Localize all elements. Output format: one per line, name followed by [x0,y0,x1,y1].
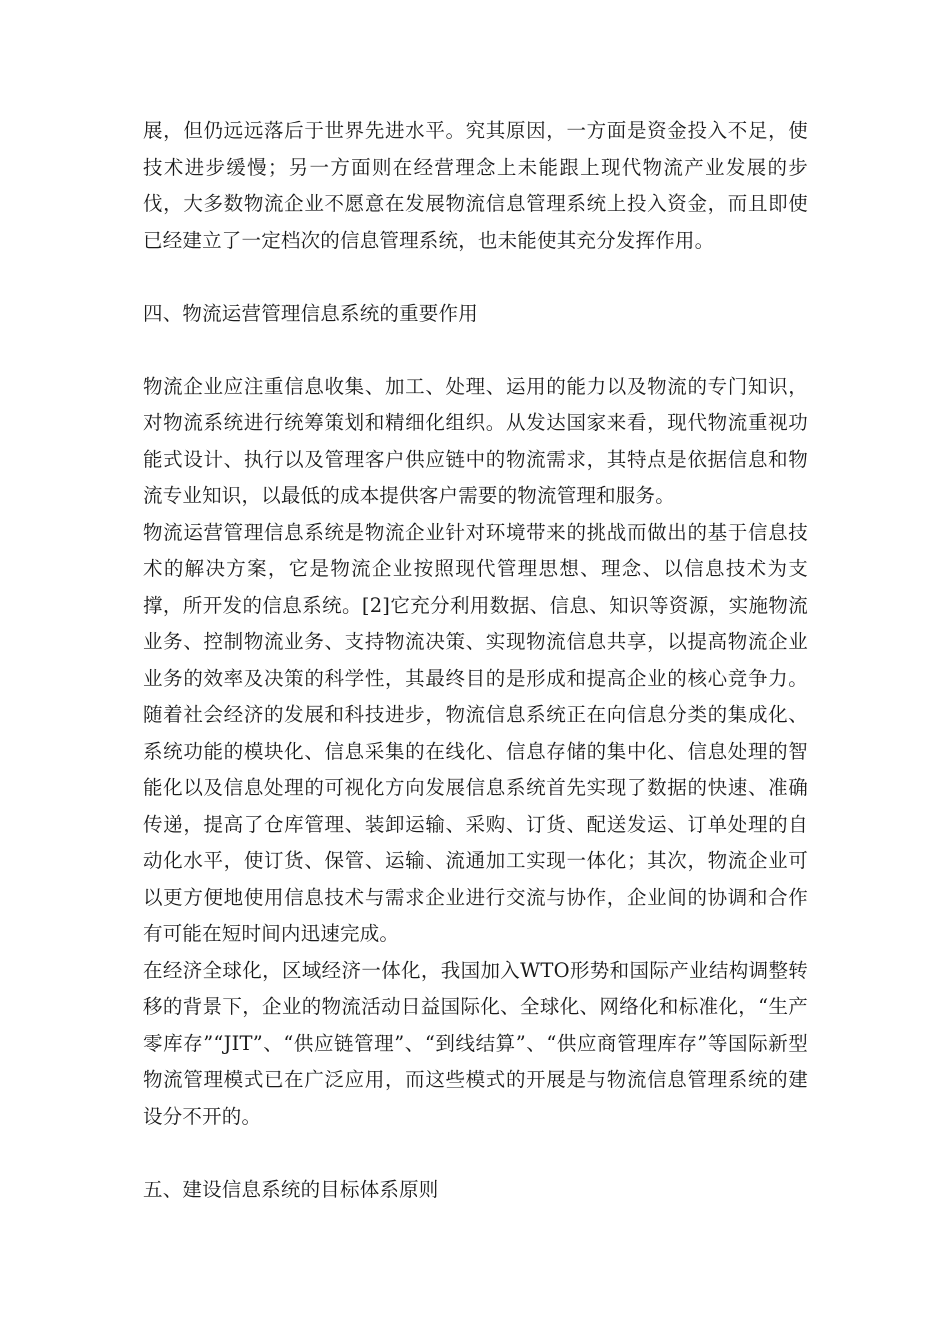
intro-paragraph: 展，但仍远远落后于世界先进水平。究其原因，一方面是资金投入不足，使技术进步缓慢；另一方面则在经营理念上未能跟上现代物流产业发展的步伐，大多数物流企业不愿意在发展物流信息管理系统上投入资金，而且即使已经建立了一定档次的信息管理系统，也未能使其充分发挥作用。 [143,119,808,252]
spacer [143,332,808,369]
section-4-paragraph-3: 在经济全球化，区域经济一体化，我国加入WTO形势和国际产业结构调整转移的背景下，企业的物流活动日益国际化、全球化、网络化和标准化，“生产零库存”“JIT”、“供应链管理”、“到线结算”、“供应商管理库存”等国际新型物流管理模式已在广泛应用，而这些模式的开展是与物流信息管理系统的建设分不开的。 [143,958,808,1128]
spacer [143,1135,808,1172]
section-5-heading: 五、建设信息系统的目标体系原则 [143,1177,439,1201]
document-body [143,113,808,1208]
section-4-paragraph-2: 物流运营管理信息系统是物流企业针对环境带来的挑战而做出的基于信息技术的解决方案，它是物流企业按照现代管理思想、理念、以信息技术为支撑，所开发的信息系统。[2]它充分利用数据、信息、知识等资源，实施物流业务、控制物流业务、支持物流决策、实现物流信息共享，以提高物流企业业务的效率及决策的科学性，其最终目的是形成和提高企业的核心竞争力。随着社会经济的发展和科技进步，物流信息系统正在向信息分类的集成化、系统功能的模块化、信息采集的在线化、信息存储的集中化、信息处理的智能化以及信息处理的可视化方向发展信息系统首先实现了数据的快速、准确传递，提高了仓库管理、装卸运输、采购、订货、配送发运、订单处理的自动化水平，使订货、保管、运输、流通加工实现一体化；其次，物流企业可以更方便地使用信息技术与需求企业进行交流与协作，企业间的协调和合作有可能在短时间内迅速完成。 [143,520,808,945]
section-4-paragraph-1: 物流企业应注重信息收集、加工、处理、运用的能力以及物流的专门知识，对物流系统进行统筹策划和精细化组织。从发达国家来看，现代物流重视功能式设计、执行以及管理客户供应链中的物流需求，其特点是依据信息和物流专业知识，以最低的成本提供客户需要的物流管理和服务。 [143,374,808,507]
section-4-heading: 四、物流运营管理信息系统的重要作用 [143,301,478,325]
spacer [143,259,808,296]
